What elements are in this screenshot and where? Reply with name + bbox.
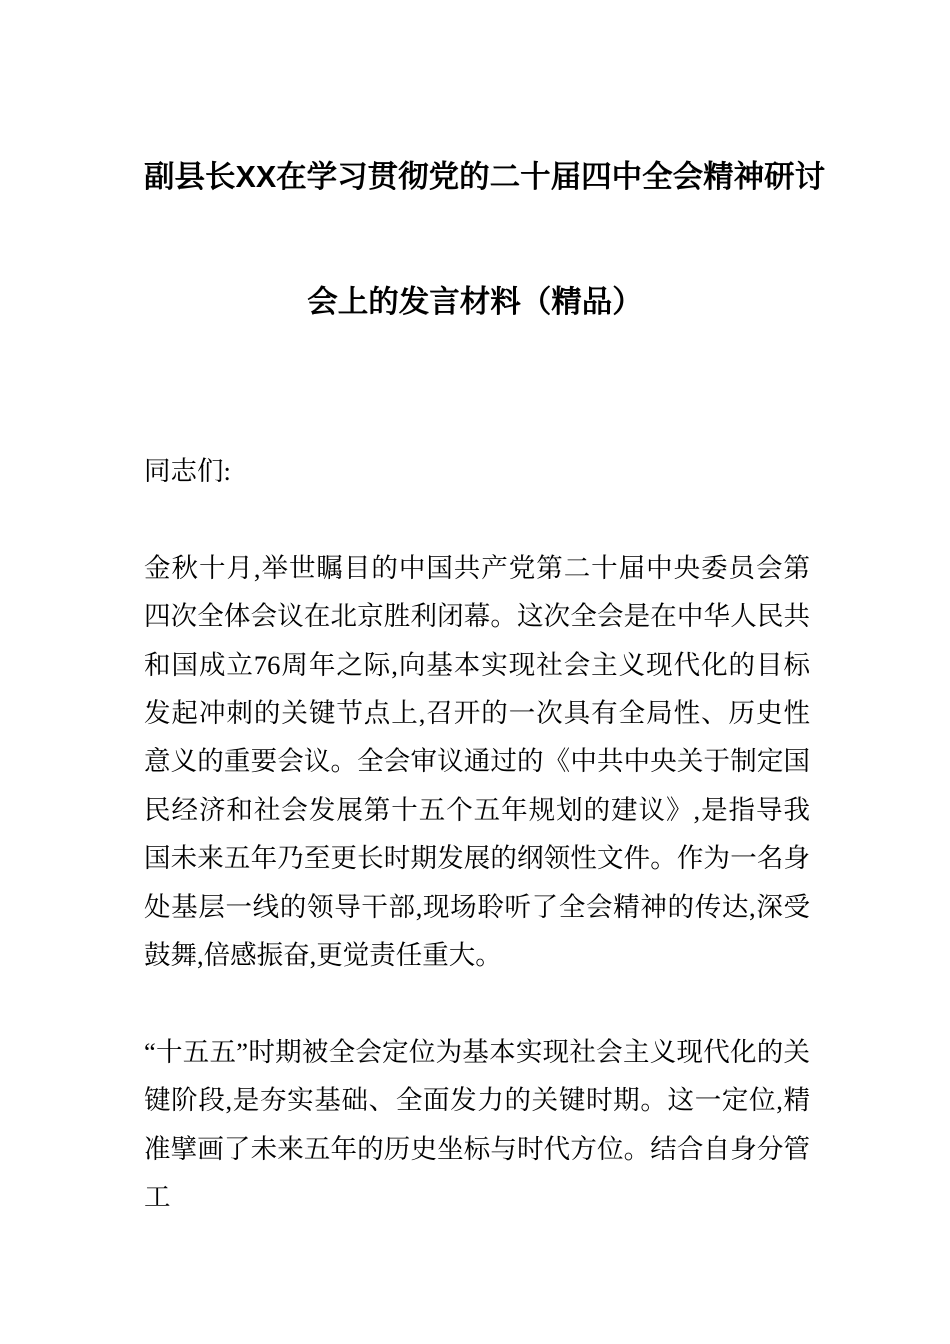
document-title-line-1: 副县长XX在学习贯彻党的二十届四中全会精神研讨 — [144, 160, 826, 194]
body-paragraph-1: 金秋十月,举世瞩目的中国共产党第二十届中央委员会第四次全体会议在北京胜利闭幕。这次全会是在中华人民共和国成立76周年之际,向基本实现社会主义现代化的目标发起冲刺的关键节点上,召开的一次具有全局性、历史性意义的重要会议。全会审议通过的《中共中央关于制定国民经济和社会发展第十五个五年规划的建议》,是指导我国未来五年乃至更长时期发展的纲领性文件。作为一名身处基层一线的领导干部,现场聆听了全会精神的传达,深受鼓舞,倍感振奋,更觉责任重大。 — [144, 552, 810, 971]
salutation: 同志们: — [144, 456, 231, 486]
document-title-line-2: 会上的发言材料（精品） — [307, 285, 643, 319]
body-paragraph-2: “十五五”时期被全会定位为基本实现社会主义现代化的关键阶段,是夯实基础、全面发力的关键时期。这一定位,精准擘画了未来五年的历史坐标与时代方位。结合自身分管工 — [144, 1036, 810, 1213]
document-body — [144, 447, 810, 1221]
